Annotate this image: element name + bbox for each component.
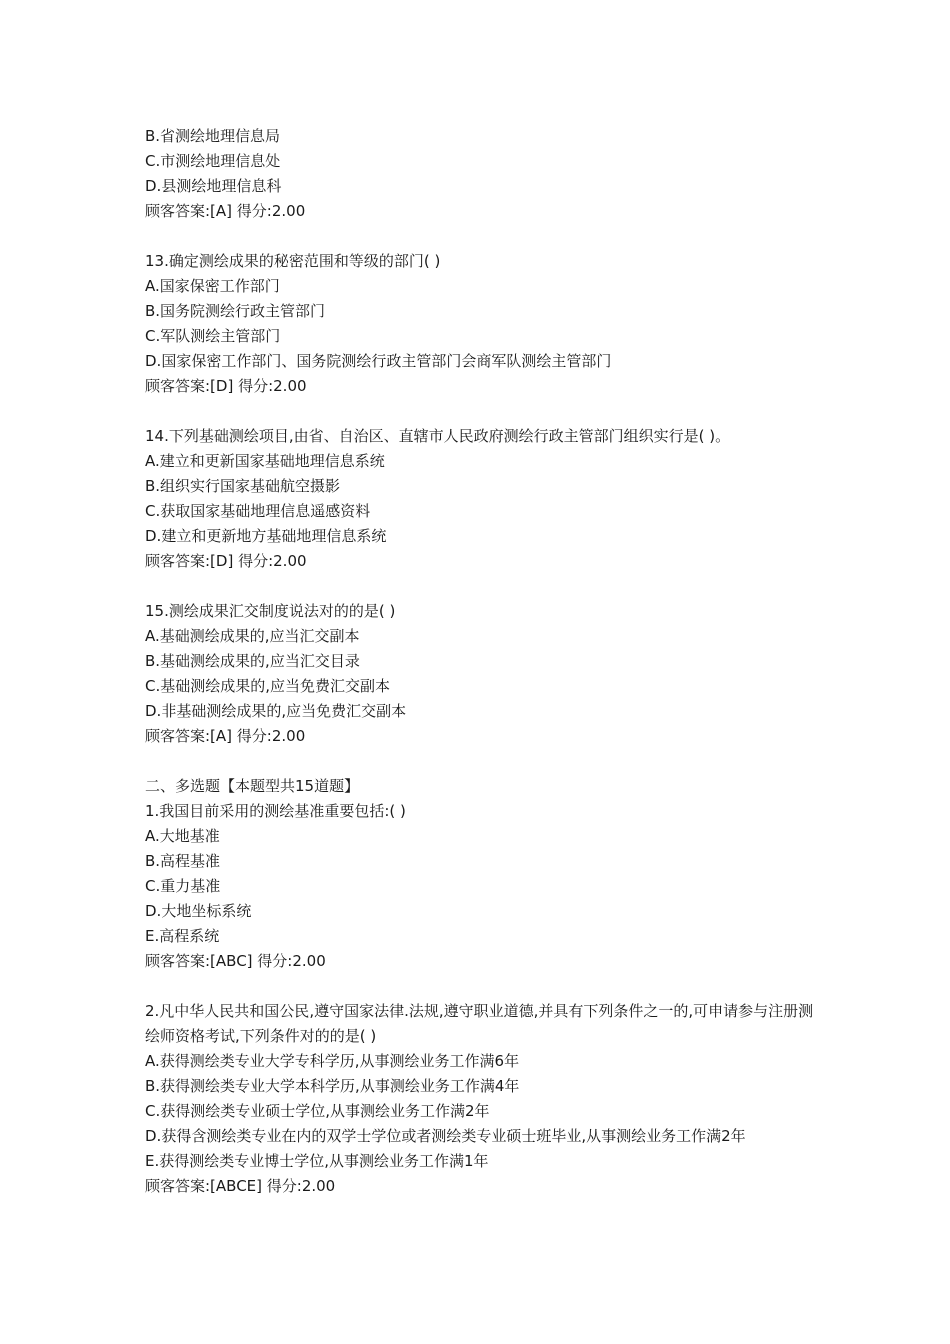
section-heading: 二、多选题【本题型共15道题】	[145, 777, 360, 795]
answer-line: 顾客答案:[A] 得分:2.00	[145, 727, 306, 745]
answer-line: 顾客答案:[D] 得分:2.00	[145, 377, 307, 395]
option-line: C.军队测绘主管部门	[145, 327, 281, 345]
option-line: E.获得测绘类专业博士学位,从事测绘业务工作满1年	[145, 1152, 489, 1170]
option-line: A.基础测绘成果的,应当汇交副本	[145, 627, 360, 645]
option-line: D.县测绘地理信息科	[145, 177, 282, 195]
option-line: E.高程系统	[145, 927, 220, 945]
answer-line: 顾客答案:[A] 得分:2.00	[145, 202, 306, 220]
question-line: 14.下列基础测绘项目,由省、自治区、直辖市人民政府测绘行政主管部门组织实行是( )。	[145, 427, 731, 445]
option-line: A.建立和更新国家基础地理信息系统	[145, 452, 385, 470]
option-line: B.组织实行国家基础航空摄影	[145, 477, 341, 495]
option-line: A.大地基准	[145, 827, 220, 845]
answer-line: 顾客答案:[D] 得分:2.00	[145, 552, 307, 570]
answer-line: 顾客答案:[ABC] 得分:2.00	[145, 952, 326, 970]
option-line: C.基础测绘成果的,应当免费汇交副本	[145, 677, 391, 695]
option-line: A.获得测绘类专业大学专科学历,从事测绘业务工作满6年	[145, 1052, 520, 1070]
option-line: D.大地坐标系统	[145, 902, 252, 920]
option-line: D.非基础测绘成果的,应当免费汇交副本	[145, 702, 407, 720]
option-line: B.获得测绘类专业大学本科学历,从事测绘业务工作满4年	[145, 1077, 520, 1095]
option-line: B.高程基准	[145, 852, 221, 870]
question-line: 15.测绘成果汇交制度说法对的的是( )	[145, 602, 396, 620]
question-line: 2.凡中华人民共和国公民,遵守国家法律.法规,遵守职业道德,并具有下列条件之一的,可申请参与注册测绘师资格考试,下列条件对的的是( )	[145, 1002, 814, 1045]
option-line: C.重力基准	[145, 877, 221, 895]
option-line: B.省测绘地理信息局	[145, 127, 281, 145]
option-line: B.基础测绘成果的,应当汇交目录	[145, 652, 360, 670]
option-line: D.建立和更新地方基础地理信息系统	[145, 527, 387, 545]
answer-line: 顾客答案:[ABCE] 得分:2.00	[145, 1177, 336, 1195]
document-page	[145, 124, 825, 1199]
option-line: C.获得测绘类专业硕士学位,从事测绘业务工作满2年	[145, 1102, 490, 1120]
question-line: 13.确定测绘成果的秘密范围和等级的部门( )	[145, 252, 441, 270]
option-line: B.国务院测绘行政主管部门	[145, 302, 326, 320]
option-line: C.市测绘地理信息处	[145, 152, 281, 170]
option-line: C.获取国家基础地理信息遥感资料	[145, 502, 371, 520]
question-line: 1.我国目前采用的测绘基准重要包括:( )	[145, 802, 406, 820]
option-line: A.国家保密工作部门	[145, 277, 280, 295]
option-line: D.获得含测绘类专业在内的双学士学位或者测绘类专业硕士班毕业,从事测绘业务工作满2年	[145, 1127, 746, 1145]
option-line: D.国家保密工作部门、国务院测绘行政主管部门会商军队测绘主管部门	[145, 352, 612, 370]
